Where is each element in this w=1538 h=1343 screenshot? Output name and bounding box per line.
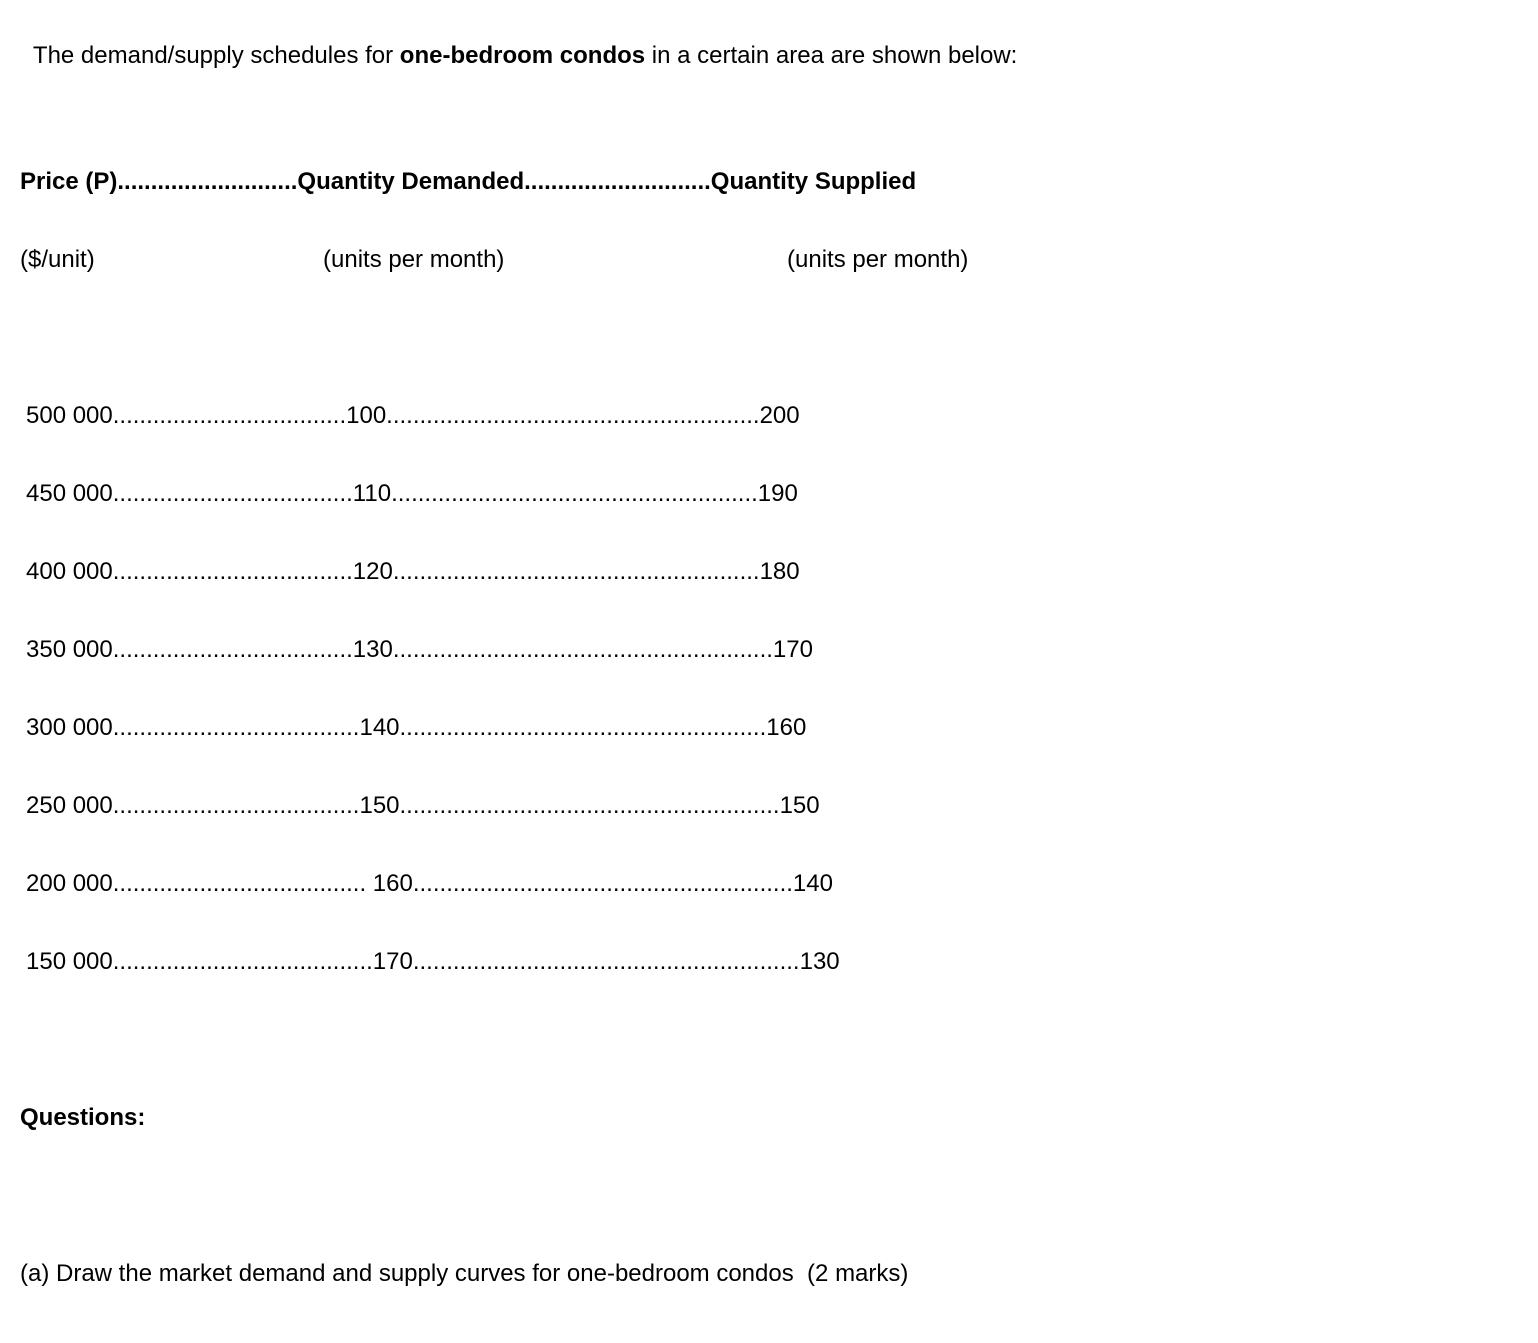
table-row: 450 000....................................110.......................................................190 [26,480,798,507]
table-row: 350 000....................................130.........................................................170 [26,636,813,663]
intro-text-before: The demand/supply schedules for [32,42,400,69]
questions-heading: Questions: [20,1104,146,1131]
intro-text-bold: one-bedroom condos [399,42,646,69]
unit-supplied: (units per month) [787,246,969,273]
table-row: 150 000.......................................170..........................................................130 [26,948,840,975]
table-header: Price (P)...........................Quantity Demanded............................Quantity Supplied [20,168,917,195]
intro-text [20,11,1017,71]
question-a: (a) Draw the market demand and supply curves for one-bedroom condos (2 marks) [20,1260,909,1287]
table-row: 300 000.....................................140.......................................................160 [26,714,807,741]
unit-price: ($/unit) [20,246,95,273]
table-row: 500 000...................................100........................................................200 [26,402,800,429]
unit-demanded: (units per month) [323,246,505,273]
table-row: 250 000.....................................150.........................................................150 [26,792,820,819]
intro-text-after: in a certain area are shown below: [645,42,1018,69]
table-row: 200 000...................................... 160.........................................................140 [26,870,833,897]
table-row: 400 000....................................120.......................................................180 [26,558,800,585]
